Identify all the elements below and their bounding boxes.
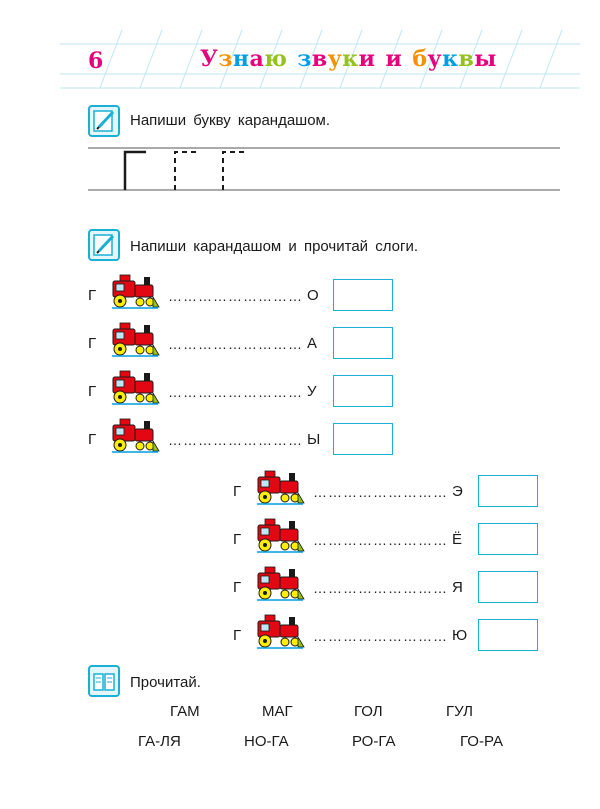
train-icon: [110, 415, 160, 460]
syllable-consonant: Г: [233, 483, 242, 500]
answer-box[interactable]: [333, 423, 393, 455]
syllable-vowel: Ю: [452, 627, 468, 644]
syllable-vowel: Ы: [307, 431, 321, 448]
word-row1-3: ГОЛ: [354, 703, 383, 720]
dotted-writing-line: ………………………: [168, 384, 303, 400]
task1-instruction: Напиши букву карандашом.: [130, 112, 331, 129]
answer-box[interactable]: [333, 375, 393, 407]
dotted-writing-line: ………………………: [168, 288, 303, 304]
syllable-vowel: О: [307, 287, 319, 304]
dotted-writing-line: ………………………: [313, 532, 448, 548]
answer-box[interactable]: [478, 475, 538, 507]
syllable-consonant: Г: [233, 627, 242, 644]
page-title: [200, 46, 497, 72]
syllable-vowel: У: [307, 383, 317, 400]
train-icon: [255, 563, 305, 608]
word-row2-2: НО-ГА: [244, 733, 289, 750]
train-icon: [110, 319, 160, 364]
syllable-consonant: Г: [233, 531, 242, 548]
pencil-notebook-icon: [88, 105, 120, 137]
word-row2-1: ГА-ЛЯ: [138, 733, 181, 750]
syllable-consonant: Г: [88, 383, 97, 400]
pencil-notebook-icon: [88, 229, 120, 261]
train-icon: [110, 367, 160, 412]
syllable-consonant: Г: [88, 431, 97, 448]
word-row1-1: ГАМ: [170, 703, 200, 720]
answer-box[interactable]: [333, 279, 393, 311]
word-row1-2: МАГ: [262, 703, 293, 720]
word-row2-4: ГО-РА: [460, 733, 503, 750]
train-icon: [255, 515, 305, 560]
title-word: и: [385, 46, 403, 72]
word-row2-3: РО-ГА: [352, 733, 396, 750]
task2-instruction: Напиши карандашом и прочитай слоги.: [130, 238, 418, 255]
syllable-vowel: Ё: [452, 531, 463, 548]
open-book-icon: [88, 665, 120, 697]
task3-instruction: Прочитай.: [130, 674, 201, 691]
title-word: Узнаю: [200, 46, 288, 72]
syllable-consonant: Г: [88, 335, 97, 352]
title-word: звуки: [297, 46, 376, 72]
syllable-vowel: Э: [452, 483, 463, 500]
train-icon: [110, 271, 160, 316]
dotted-writing-line: ………………………: [168, 432, 303, 448]
syllable-consonant: Г: [88, 287, 97, 304]
train-icon: [255, 467, 305, 512]
dotted-writing-line: ………………………: [168, 336, 303, 352]
syllable-vowel: А: [307, 335, 318, 352]
dotted-writing-line: ………………………: [313, 484, 448, 500]
title-word: буквы: [412, 46, 497, 72]
dotted-writing-line: ………………………: [313, 580, 448, 596]
letter-writing-lines: [88, 140, 560, 198]
syllable-vowel: Я: [452, 579, 463, 596]
word-row1-4: ГУЛ: [446, 703, 473, 720]
answer-box[interactable]: [478, 619, 538, 651]
dotted-writing-line: ………………………: [313, 628, 448, 644]
answer-box[interactable]: [333, 327, 393, 359]
answer-box[interactable]: [478, 523, 538, 555]
page-number: 6: [88, 48, 104, 74]
train-icon: [255, 611, 305, 656]
answer-box[interactable]: [478, 571, 538, 603]
syllable-consonant: Г: [233, 579, 242, 596]
